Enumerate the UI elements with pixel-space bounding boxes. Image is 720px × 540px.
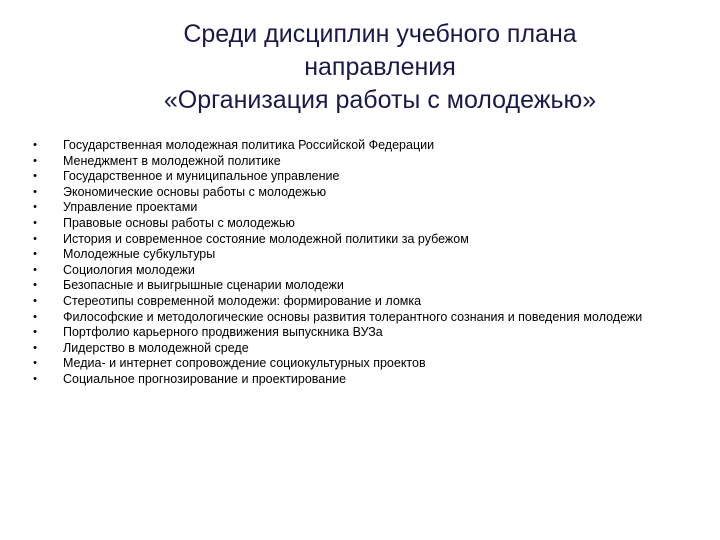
list-item-text: Государственное и муниципальное управление	[63, 169, 340, 184]
bullet-icon: •	[33, 263, 37, 276]
list-item	[29, 372, 669, 388]
bullet-icon: •	[33, 294, 37, 307]
list-item-text: Социология молодежи	[63, 262, 195, 277]
bullet-icon: •	[33, 310, 37, 323]
bullet-icon: •	[33, 372, 37, 385]
bullet-icon: •	[33, 139, 37, 151]
list-item-text: Экономические основы работы с молодежью	[63, 184, 327, 199]
bullet-icon: •	[33, 357, 37, 370]
discipline-list	[29, 138, 669, 388]
list-item	[29, 294, 669, 310]
list-item-text: Философские и методологические основы развития толерантного сознания и поведения молодежи	[63, 309, 643, 324]
bullet-icon: •	[33, 232, 37, 245]
list-item	[29, 263, 669, 279]
list-item	[29, 185, 669, 201]
list-item-text: Управление проектами	[63, 200, 198, 215]
list-item-text: Медиа- и интернет сопровождение социокультурных проектов	[63, 356, 426, 371]
bullet-icon: •	[33, 341, 37, 354]
list-item	[29, 310, 669, 326]
list-item	[29, 325, 669, 341]
list-item	[29, 356, 669, 372]
list-item-text: Лидерство в молодежной среде	[63, 340, 249, 355]
title-line-3: «Организация работы с молодежью»	[163, 86, 597, 114]
list-item-text: Стереотипы современной молодежи: формирование и ломка	[63, 293, 422, 308]
list-item	[29, 154, 669, 170]
list-item-text: Правовые основы работы с молодежью	[63, 215, 295, 230]
list-item-text: Молодежные субкультуры	[63, 247, 216, 262]
list-item	[29, 200, 669, 216]
title-line-2: направления	[304, 53, 456, 81]
list-item-text: История и современное состояние молодежной политики за рубежом	[63, 231, 469, 246]
slide-title	[80, 18, 680, 117]
list-item	[29, 216, 669, 232]
bullet-icon: •	[33, 326, 37, 339]
list-item-text: Менеджмент в молодежной политике	[63, 153, 281, 168]
bullet-icon: •	[33, 248, 37, 261]
bullet-icon: •	[33, 154, 37, 167]
list-item-text: Социальное прогнозирование и проектирование	[63, 371, 347, 386]
list-item	[29, 232, 669, 248]
title-line-1: Среди дисциплин учебного плана	[183, 20, 577, 48]
list-item-text: Государственная молодежная политика Российской Федерации	[63, 138, 435, 152]
list-item	[29, 278, 669, 294]
list-item	[29, 341, 669, 357]
bullet-icon: •	[33, 201, 37, 214]
list-item	[29, 247, 669, 263]
list-item	[29, 138, 669, 154]
bullet-icon: •	[33, 170, 37, 183]
list-item-text: Портфолио карьерного продвижения выпускника ВУЗа	[63, 325, 383, 340]
bullet-icon: •	[33, 279, 37, 292]
list-item-text: Безопасные и выигрышные сценарии молодежи	[63, 278, 344, 293]
list-item	[29, 169, 669, 185]
bullet-icon: •	[33, 185, 37, 198]
bullet-icon: •	[33, 216, 37, 229]
